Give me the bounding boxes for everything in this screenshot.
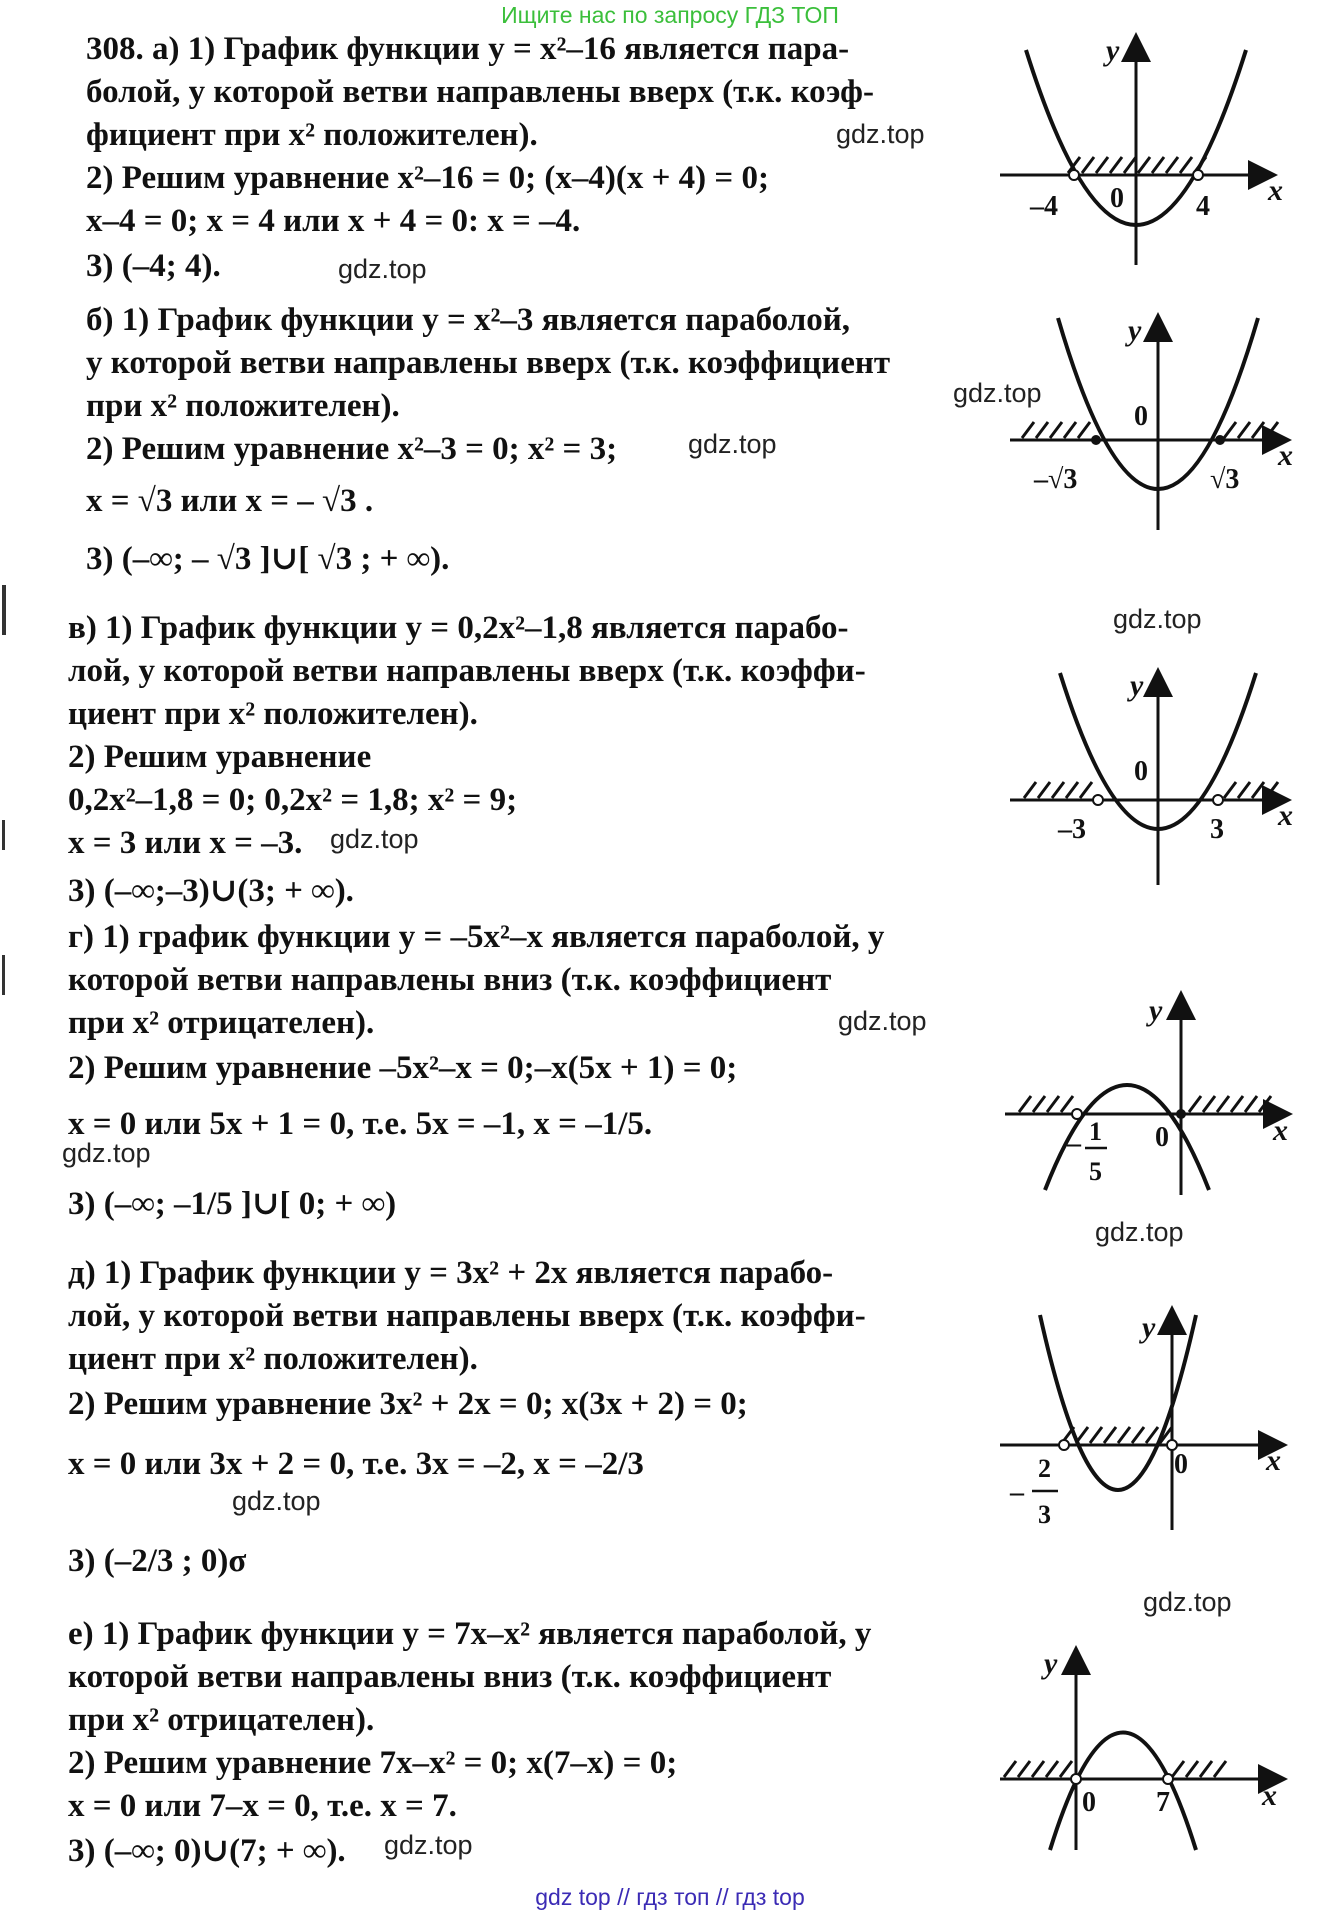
graph-v-x-label: x: [1278, 799, 1293, 832]
part-e-line-2: которой ветви направлены вниз (т.к. коэффициент: [68, 1659, 832, 1695]
graph-b: [1010, 310, 1310, 540]
part-v-line-6: x = 3 или x = –3.: [68, 825, 303, 861]
watermark: gdz.top: [836, 119, 925, 149]
part-d-line-5: x = 0 или 3x + 2 = 0, т.е. 3x = –2, x = –2/3: [68, 1446, 644, 1482]
scan-edge-mark: [2, 820, 5, 850]
watermark: gdz.top: [688, 429, 777, 459]
footer-links[interactable]: gdz top // гдз топ // гдз top: [535, 1884, 805, 1910]
graph-a-origin: 0: [1110, 183, 1124, 214]
watermark: gdz.top: [1113, 604, 1202, 634]
part-e-line-1: е) 1) График функции y = 7x–x² является параболой, у: [68, 1616, 872, 1652]
part-v-line-1: в) 1) График функции y = 0,2x²–1,8 является парабо-: [68, 610, 849, 646]
part-a-line-1: 308. а) 1) График функции y = x²–16 является пара-: [86, 31, 850, 67]
graph-d-root-sign: –: [1010, 1477, 1024, 1508]
graph-b-root-right: √3: [1210, 464, 1240, 495]
part-g-line-5: x = 0 или 5x + 1 = 0, т.е. 5x = –1, x = –1/5.: [68, 1106, 653, 1142]
part-e-line-4: 2) Решим уравнение 7x–x² = 0; x(7–x) = 0;: [68, 1745, 678, 1781]
part-v-line-2: лой, у которой ветви направлены вверх (т.к. коэффи-: [68, 653, 866, 689]
graph-d-x-label: x: [1266, 1444, 1281, 1477]
graph-v-root-left: –3: [1058, 814, 1086, 845]
part-a-line-6: 3) (–4; 4).: [86, 248, 221, 284]
graph-d-root-num: 2: [1038, 1454, 1051, 1483]
part-a-line-5: x–4 = 0; x = 4 или x + 4 = 0: x = –4.: [86, 203, 581, 239]
part-a-line-4: 2) Решим уравнение x²–16 = 0; (x–4)(x + 4) = 0;: [86, 160, 769, 196]
scan-edge-mark: [2, 955, 5, 995]
graph-g-y-label: y: [1149, 994, 1163, 1027]
graph-g-root-sign: –: [1067, 1128, 1081, 1159]
graph-b-x-label: x: [1278, 439, 1293, 472]
part-g-line-3: при x² отрицателен).: [68, 1005, 375, 1041]
graph-e: [1000, 1645, 1300, 1855]
watermark: gdz.top: [1143, 1587, 1232, 1617]
part-e-line-3: при x² отрицателен).: [68, 1702, 375, 1738]
graph-d: [1000, 1305, 1300, 1535]
graph-d-y-label: y: [1142, 1311, 1156, 1344]
graph-g: [1005, 990, 1305, 1200]
part-g-line-4: 2) Решим уравнение –5x²–x = 0;–x(5x + 1) = 0;: [68, 1050, 738, 1086]
graph-v-origin: 0: [1134, 756, 1148, 787]
graph-g-root-den: 5: [1089, 1157, 1102, 1186]
part-a-line-3: фициент при x² положителен).: [86, 117, 538, 153]
part-v-line-7: 3) (–∞;–3)∪(3; + ∞).: [68, 873, 354, 909]
scan-edge-mark: [2, 585, 6, 635]
watermark: gdz.top: [232, 1486, 321, 1516]
watermark: gdz.top: [330, 824, 419, 854]
part-b-line-6: 3) (–∞; – √3 ]∪[ √3 ; + ∞).: [86, 541, 450, 577]
part-g-line-6: 3) (–∞; –1/5 ]∪[ 0; + ∞): [68, 1186, 397, 1222]
watermark: gdz.top: [953, 378, 1042, 408]
graph-e-y-label: y: [1044, 1647, 1058, 1680]
part-b-line-4: 2) Решим уравнение x²–3 = 0; x² = 3;: [86, 431, 618, 467]
part-b-line-5: x = √3 или x = – √3 .: [86, 483, 374, 519]
part-b-line-1: б) 1) График функции y = x²–3 является параболой,: [86, 302, 851, 338]
graph-e-root-right: 7: [1156, 1787, 1170, 1818]
watermark: gdz.top: [338, 254, 427, 284]
part-e-line-5: x = 0 или 7–x = 0, т.е. x = 7.: [68, 1788, 457, 1824]
part-d-line-2: лой, у которой ветви направлены вверх (т.к. коэффи-: [68, 1298, 866, 1334]
part-g-line-2: которой ветви направлены вниз (т.к. коэффициент: [68, 962, 832, 998]
graph-d-origin: 0: [1174, 1449, 1188, 1480]
graph-a: [1000, 30, 1300, 270]
graph-b-origin: 0: [1134, 401, 1148, 432]
graph-b-y-label: y: [1128, 314, 1142, 347]
graph-e-x-label: x: [1262, 1779, 1277, 1812]
part-v-line-3: циент при x² положителен).: [68, 696, 478, 732]
graph-e-origin: 0: [1082, 1787, 1096, 1818]
part-d-line-4: 2) Решим уравнение 3x² + 2x = 0; x(3x + 2) = 0;: [68, 1386, 748, 1422]
graph-v: [1010, 665, 1310, 890]
part-d-line-6: 3) (–2/3 ; 0)σ: [68, 1543, 247, 1579]
part-v-line-5: 0,2x²–1,8 = 0; 0,2x² = 1,8; x² = 9;: [68, 782, 518, 818]
graph-a-root-left: –4: [1030, 191, 1058, 222]
graph-g-origin: 0: [1155, 1122, 1169, 1153]
graph-a-x-label: x: [1268, 174, 1283, 207]
watermark: gdz.top: [384, 1830, 473, 1860]
part-e-line-6: 3) (–∞; 0)∪(7; + ∞).: [68, 1833, 346, 1869]
graph-g-root-num: 1: [1089, 1117, 1102, 1146]
graph-a-y-label: y: [1106, 34, 1120, 67]
graph-g-x-label: x: [1273, 1114, 1288, 1147]
graph-d-root-den: 3: [1038, 1500, 1051, 1529]
graph-a-root-right: 4: [1196, 191, 1210, 222]
graph-b-root-left: –√3: [1034, 464, 1078, 495]
watermark: gdz.top: [838, 1006, 927, 1036]
watermark: gdz.top: [1095, 1217, 1184, 1247]
part-g-line-1: г) 1) график функции y = –5x²–x является параболой, у: [68, 919, 885, 955]
part-b-line-3: при x² положителен).: [86, 388, 400, 424]
watermark: gdz.top: [62, 1138, 151, 1168]
part-a-line-2: болой, у которой ветви направлены вверх (т.к. коэф-: [86, 74, 874, 110]
graph-v-root-right: 3: [1210, 814, 1224, 845]
part-d-line-1: д) 1) График функции y = 3x² + 2x является парабо-: [68, 1255, 834, 1291]
part-d-line-3: циент при x² положителен).: [68, 1341, 478, 1377]
search-banner[interactable]: Ищите нас по запросу ГДЗ ТОП: [501, 2, 839, 28]
graph-v-y-label: y: [1130, 669, 1144, 702]
part-v-line-4: 2) Решим уравнение: [68, 739, 372, 775]
part-b-line-2: у которой ветви направлены вверх (т.к. коэффициент: [86, 345, 891, 381]
